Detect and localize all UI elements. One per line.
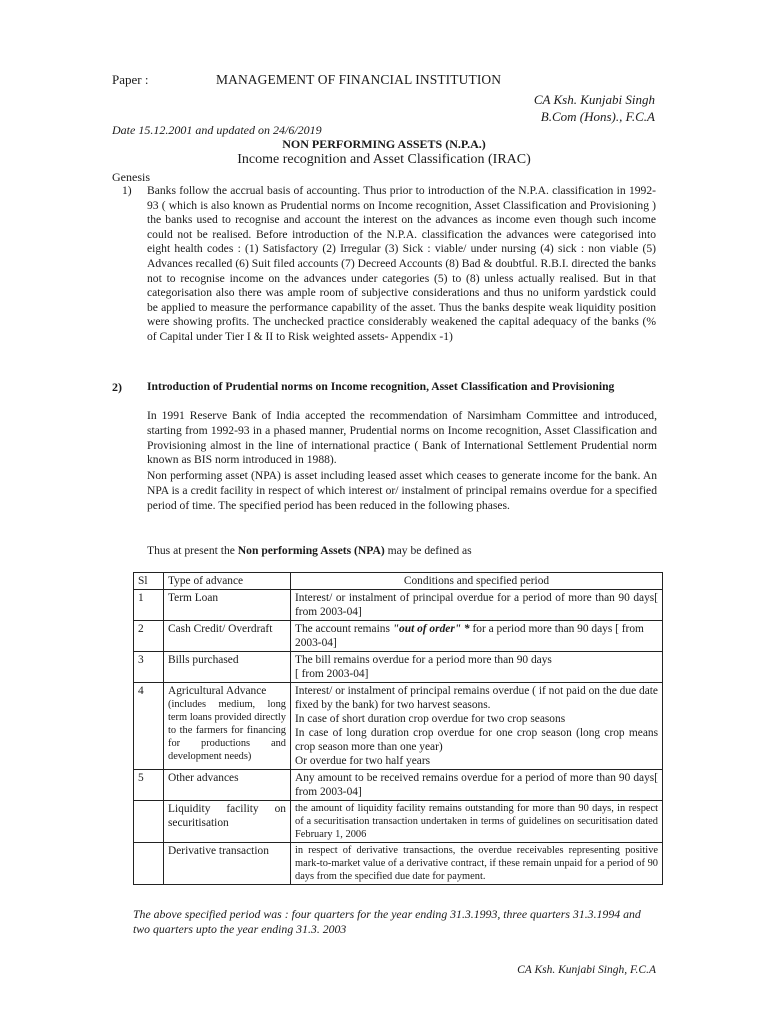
footer-signature: CA Ksh. Kunjabi Singh, F.C.A [517,964,656,976]
npa-table [133,572,663,885]
document-subtitle: Income recognition and Asset Classification (IRAC) [237,152,531,167]
table-row: Derivative transaction in respect of derivative transactions, the overdue receivables representing positive mark-to-market value of a derivative contract, if these remain unpaid for a period of 90 days from the specified due date for payment. [134,843,663,885]
npa-term: Non performing Assets (NPA) [237,544,385,557]
section-heading: Introduction of Prudential norms on Income recognition, Asset Classification and Provisioning [147,380,615,393]
author-credentials: B.Com (Hons)., F.C.A [540,109,655,124]
genesis-text: Banks follow the accrual basis of accounting. Thus prior to introduction of the N.P.A. classification in 1992-93 ( which is also known as Prudential norms on Income recognition, Asset Classification and Provisioning ) the banks used to recognise and account the interest on the advances as income even though such income could not be realised. Before introduction of the N.P.A. classification the advances were categorised into eight health codes : (1) Satisfactory (2) Irregular (3) Sick : viable/ under nursing (4) sick : non viable (5) Advances recalled (6) Suit filed accounts (7) Decreed Accounts (8) Bad & doubtful. R.B.I. directed the banks not to recognise income on the advances under categories (5) to (8) unless actually realised. But in that categorisation also there was ample room of subjective considerations and thus no uniform yardstick could be applied to measure the performance capability of the asset. Thus the banks despite weak liquidity position were showing profits. The unchecked practice considerably weakened the capital adequacy of the banks (% of Capital under Tier I & II to Risk weighted assets- Appendix -1) [147,184,656,343]
npa-definition-paragraph: Non performing asset (NPA) is asset including leased asset which ceases to generate income for the bank. An NPA is a credit facility in respect of which interest or/ instalment of principal remains overdue for a specified period of time. The specified period has been reduced in the following phases. [147,469,657,512]
header-type: Type of advance [164,573,291,590]
header-sl: Sl [134,573,164,590]
author-block [534,91,655,125]
paper-subject: MANAGEMENT OF FINANCIAL INSTITUTION [216,72,502,87]
table-row: 2 Cash Credit/ Overdraft The account remains "out of order" * for a period more than 90 days [ from 2003-04] [134,621,663,652]
narsimham-paragraph: In 1991 Reserve Bank of India accepted the recommendation of Narsimham Committee and introduced, starting from 1992-93 in a phased manner, Prudential norms on Income recognition, Asset Classification and Provisioning almost in the line of international practice ( Bank of International Settlement Prudential norm known as BIS norm introduced in 1988). [147,409,657,467]
date-line: Date 15.12.2001 and updated on 24/6/2019 [112,123,322,137]
agri-note: (includes medium, long term loans provided directly to the farmers for financing for productions and development needs) [168,699,286,762]
table-header-row [134,573,663,590]
table-row: 4 Agricultural Advance (includes medium, long term loans provided directly to the farmers for financing for productions and development needs) Interest/ or instalment of principal remains overdue ( if not paid on the due date fixed by the bank) for two harvest seasons. In case of short duration crop overdue for two crop seasons In case of long duration crop overdue for one crop season (long crop means crop season more than one year) Or overdue for two half years [134,683,663,770]
header-conditions: Conditions and specified period [291,573,663,590]
author-name: CA Ksh. Kunjabi Singh [533,92,655,107]
out-of-order-term: "out of order" * [392,623,470,635]
section-number: 2) [112,380,122,394]
genesis-paragraph [112,184,656,345]
genesis-label: Genesis [112,170,150,184]
table-row: Liquidity facility on securitisation the amount of liquidity facility remains outstanding for more than 90 days, in respect of a securitisation transaction undertaken in terms of guidelines on securitisation dated February 1, 2006 [134,801,663,843]
table-row: 5 Other advances Any amount to be received remains overdue for a period of more than 90 days[ from 2003-04] [134,770,663,801]
item-number: 1) [122,184,132,197]
table-row: 3 Bills purchased The bill remains overdue for a period more than 90 days [ from 2003-04] [134,652,663,683]
table-row: 1 Term Loan Interest/ or instalment of principal overdue for a period of more than 90 days[ from 2003-04] [134,590,663,621]
paper-label: Paper : [112,72,149,87]
period-note: The above specified period was : four quarters for the year ending 31.3.1993, three quarters 31.3.1994 and two quarters upto the year ending 31.3. 2003 [133,907,641,936]
document-title: NON PERFORMING ASSETS (N.P.A.) [282,137,486,151]
npa-define-line: Thus at present the Non performing Assets (NPA) may be defined as [147,544,472,557]
